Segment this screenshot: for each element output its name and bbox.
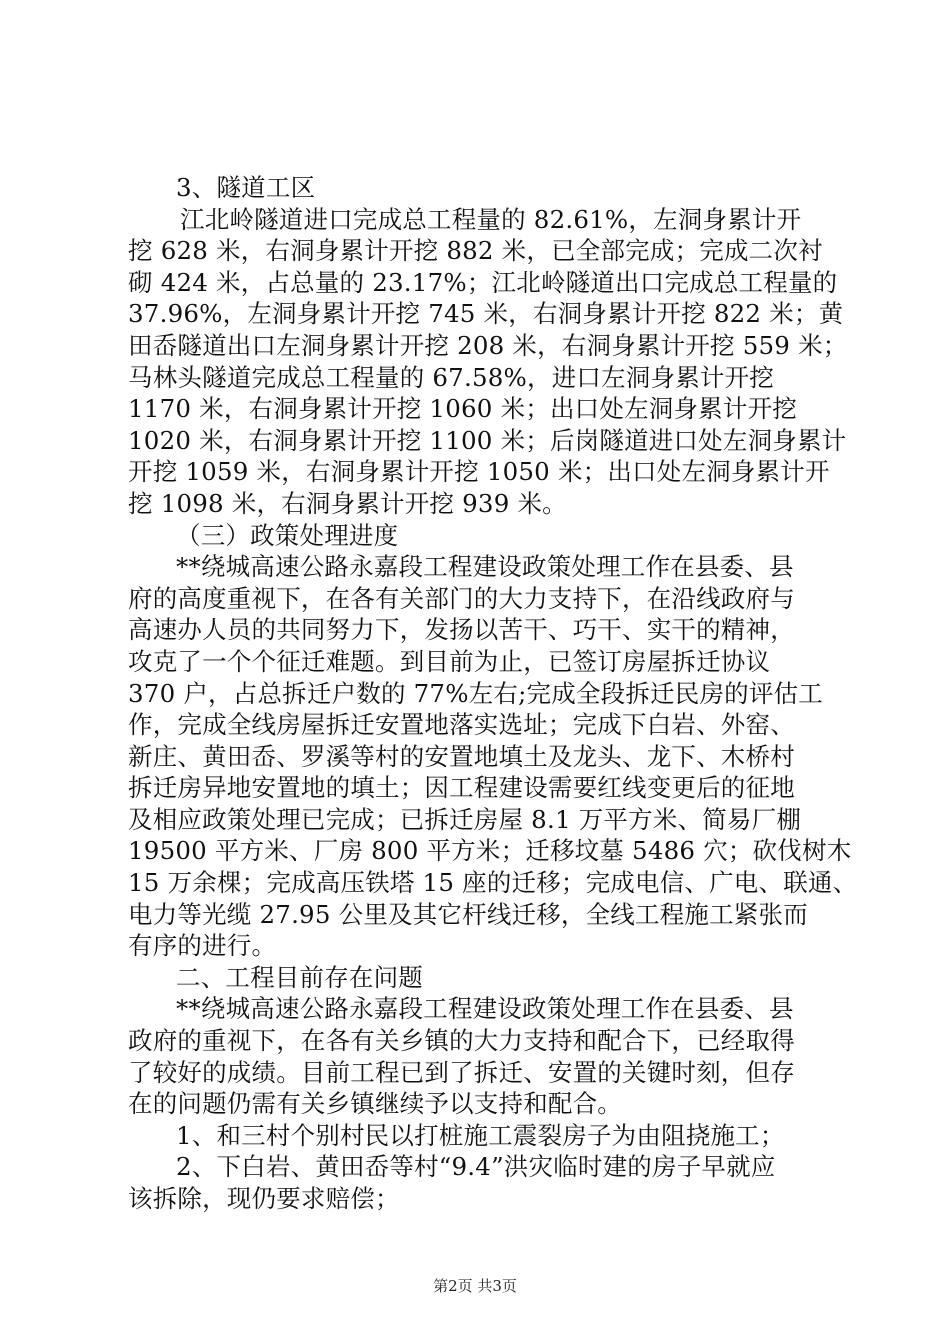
paragraph-line: 1170 米，右洞身累计开挖 1060 米；出口处左洞身累计开挖 (128, 394, 797, 424)
paragraph-line: 政府的重视下，在各有关乡镇的大力支持和配合下，已经取得 (128, 1026, 795, 1056)
paragraph-line: 高速办人员的共同努力下，发扬以苦干、巧干、实干的精神， (128, 615, 795, 645)
paragraph-line: 及相应政策处理已完成；已拆迁房屋 8.1 万平方米、简易厂棚 (128, 804, 802, 834)
section-heading-tunnel: 3、隧道工区 (176, 173, 316, 202)
paragraph-line: 拆迁房异地安置地的填土；因工程建设需要红线变更后的征地 (128, 773, 795, 803)
paragraph-line: 了较好的成绩。目前工程已到了拆迁、安置的关键时刻，但存 (128, 1057, 795, 1087)
paragraph-line: 新庄、黄田岙、罗溪等村的安置地填土及龙头、龙下、木桥村 (128, 741, 795, 771)
paragraph-line: 作，完成全线房屋拆迁安置地落实选址；完成下白岩、外窑、 (128, 710, 795, 740)
paragraph-line: 挖 628 米，右洞身累计开挖 882 米，已全部完成；完成二次衬 (128, 236, 823, 266)
paragraph-line: 有序的进行。 (128, 931, 277, 961)
paragraph-line: 开挖 1059 米，右洞身累计开挖 1050 米；出口处左洞身累计开 (128, 457, 830, 487)
section-heading-problems: 二、工程目前存在问题 (176, 962, 423, 992)
section-heading-policy: （三）政策处理进度 (176, 520, 399, 550)
paragraph-line: 砌 424 米，占总量的 23.17%；江北岭隧道出口完成总工程量的 (128, 267, 838, 297)
list-item-problem-1: 1、和三村个别村民以打桩施工震裂房子为由阻挠施工； (176, 1120, 785, 1150)
paragraph-line: **绕城高速公路永嘉段工程建设政策处理工作在县委、县 (176, 994, 794, 1024)
paragraph-line: 37.96%，左洞身累计开挖 745 米，右洞身累计开挖 822 米；黄 (128, 299, 844, 329)
document-body (128, 172, 858, 1215)
paragraph-line: 370 户，占总拆迁户数的 77%左右;完成全段拆迁民房的评估工 (128, 678, 823, 708)
paragraph-line: 府的高度重视下，在各有关部门的大力支持下，在沿线政府与 (128, 583, 795, 613)
paragraph-line: 15 万余棵；完成高压铁塔 15 座的迁移；完成电信、广电、联通、 (128, 868, 858, 898)
paragraph-line: 该拆除，现仍要求赔偿； (128, 1184, 400, 1213)
paragraph-line: 电力等光缆 27.95 公里及其它杆线迁移，全线工程施工紧张而 (128, 899, 808, 929)
paragraph-line: 1020 米，右洞身累计开挖 1100 米；后岗隧道进口处左洞身累计 (128, 425, 847, 455)
paragraph-line: 江北岭隧道进口完成总工程量的 82.61%，左洞身累计开 (180, 204, 802, 234)
paragraph-line: 19500 平方米、厂房 800 平方米；迁移坟墓 5486 穴；砍伐树木 (128, 836, 852, 866)
paragraph-line: 田岙隧道出口左洞身累计开挖 208 米，右洞身累计开挖 559 米； (128, 330, 848, 360)
paragraph-line: 攻克了一个个征迁难题。到目前为止，已签订房屋拆迁协议 (128, 646, 771, 676)
paragraph-line: **绕城高速公路永嘉段工程建设政策处理工作在县委、县 (176, 552, 794, 582)
paragraph-line: 在的问题仍需有关乡镇继续予以支持和配合。 (128, 1089, 622, 1119)
paragraph-line: 马林头隧道完成总工程量的 67.58%，进口左洞身累计开挖 (128, 362, 775, 392)
list-item-problem-2: 2、下白岩、黄田岙等村“9.4”洪灾临时建的房子早就应 (176, 1152, 776, 1182)
page-footer: 第2页 共3页 (433, 1277, 517, 1295)
paragraph-line: 挖 1098 米，右洞身累计开挖 939 米。 (128, 488, 567, 518)
